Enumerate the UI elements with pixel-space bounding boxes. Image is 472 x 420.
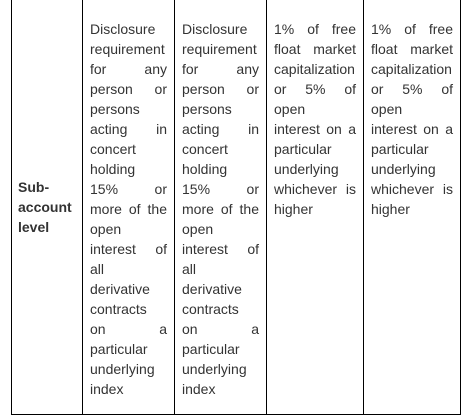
- row-header-cell: [12, 0, 83, 414]
- cell-text-line: particular: [90, 341, 148, 357]
- cell-text-line: or 5% of: [371, 81, 453, 97]
- cell-text-line: capitalization: [371, 61, 452, 77]
- cell-text-line: on a: [182, 321, 259, 337]
- cell-text-line: all: [182, 261, 197, 277]
- cell-text-line: holding: [182, 161, 228, 177]
- cell-text-line: derivative: [90, 281, 150, 297]
- cell-text-line: concert: [90, 141, 136, 157]
- cell-text-line: concert: [182, 141, 228, 157]
- cell-text-line: interest of: [182, 241, 259, 257]
- cell-text-line: holding: [90, 161, 136, 177]
- cell-text-line: open: [90, 221, 122, 237]
- cell-text-line: whichever is: [274, 181, 356, 197]
- cell-text-line: float market: [274, 41, 356, 57]
- cell-text-line: open: [182, 221, 214, 237]
- cell-text-line: 1% of free: [371, 21, 453, 37]
- cell-text-line: derivative: [182, 281, 242, 297]
- cell-text-line: requirement: [182, 41, 257, 57]
- cell-text-line: person or: [90, 81, 167, 97]
- table-cell: [364, 0, 460, 414]
- cell-text-line: capitalization: [274, 61, 355, 77]
- cell-text-line: Disclosure: [90, 21, 156, 37]
- row-header-line: Sub-: [18, 178, 50, 195]
- cell-text-line: open: [371, 101, 403, 117]
- cell-text-line: acting in: [182, 121, 259, 137]
- cell-text-line: particular: [182, 341, 240, 357]
- cell-text-line: on a: [90, 321, 167, 337]
- cell-text-line: requirement: [90, 41, 165, 57]
- row-header-line: level: [18, 218, 50, 235]
- cell-text-line: or 5% of: [274, 81, 356, 97]
- cell-text-line: 15% or: [182, 181, 259, 197]
- cell-text-line: person or: [182, 81, 259, 97]
- cell-text-line: underlying: [371, 161, 436, 177]
- table-cell: [83, 0, 175, 414]
- table-cell: [175, 0, 267, 414]
- cell-text-line: contracts: [182, 301, 239, 317]
- cell-text-line: acting in: [90, 121, 167, 137]
- cell-text-line: whichever is: [371, 181, 453, 197]
- cell-text-line: contracts: [90, 301, 147, 317]
- cell-text-line: Disclosure: [182, 21, 248, 37]
- cell-text-line: index: [90, 381, 124, 397]
- cell-text-line: float market: [371, 41, 453, 57]
- cell-text-line: for any: [182, 61, 259, 77]
- cell-text-line: underlying: [90, 361, 155, 377]
- cell-text-line: open: [274, 101, 306, 117]
- cell-text-line: more of the: [90, 201, 167, 217]
- cell-text-line: persons: [182, 101, 232, 117]
- table-cell: [267, 0, 364, 414]
- cell-text-line: particular: [274, 141, 332, 157]
- cell-text-line: more of the: [182, 201, 259, 217]
- cell-text-line: higher: [274, 201, 313, 217]
- cell-text-line: higher: [371, 201, 410, 217]
- cell-text-line: underlying: [182, 361, 247, 377]
- row-header-line: account: [18, 198, 72, 215]
- cell-text-line: particular: [371, 141, 429, 157]
- cell-text-line: persons: [90, 101, 140, 117]
- cell-text-line: interest on a: [274, 121, 356, 137]
- cell-text-line: 15% or: [90, 181, 167, 197]
- cell-text-line: for any: [90, 61, 167, 77]
- row-header-text: [18, 177, 72, 237]
- cell-text-line: interest of: [90, 241, 167, 257]
- cell-text-line: interest on a: [371, 121, 453, 137]
- cell-text-line: underlying: [274, 161, 339, 177]
- cell-text-line: index: [182, 381, 216, 397]
- cell-text-line: all: [90, 261, 105, 277]
- disclosure-table: [11, 0, 461, 415]
- cell-text-line: 1% of free: [274, 21, 356, 37]
